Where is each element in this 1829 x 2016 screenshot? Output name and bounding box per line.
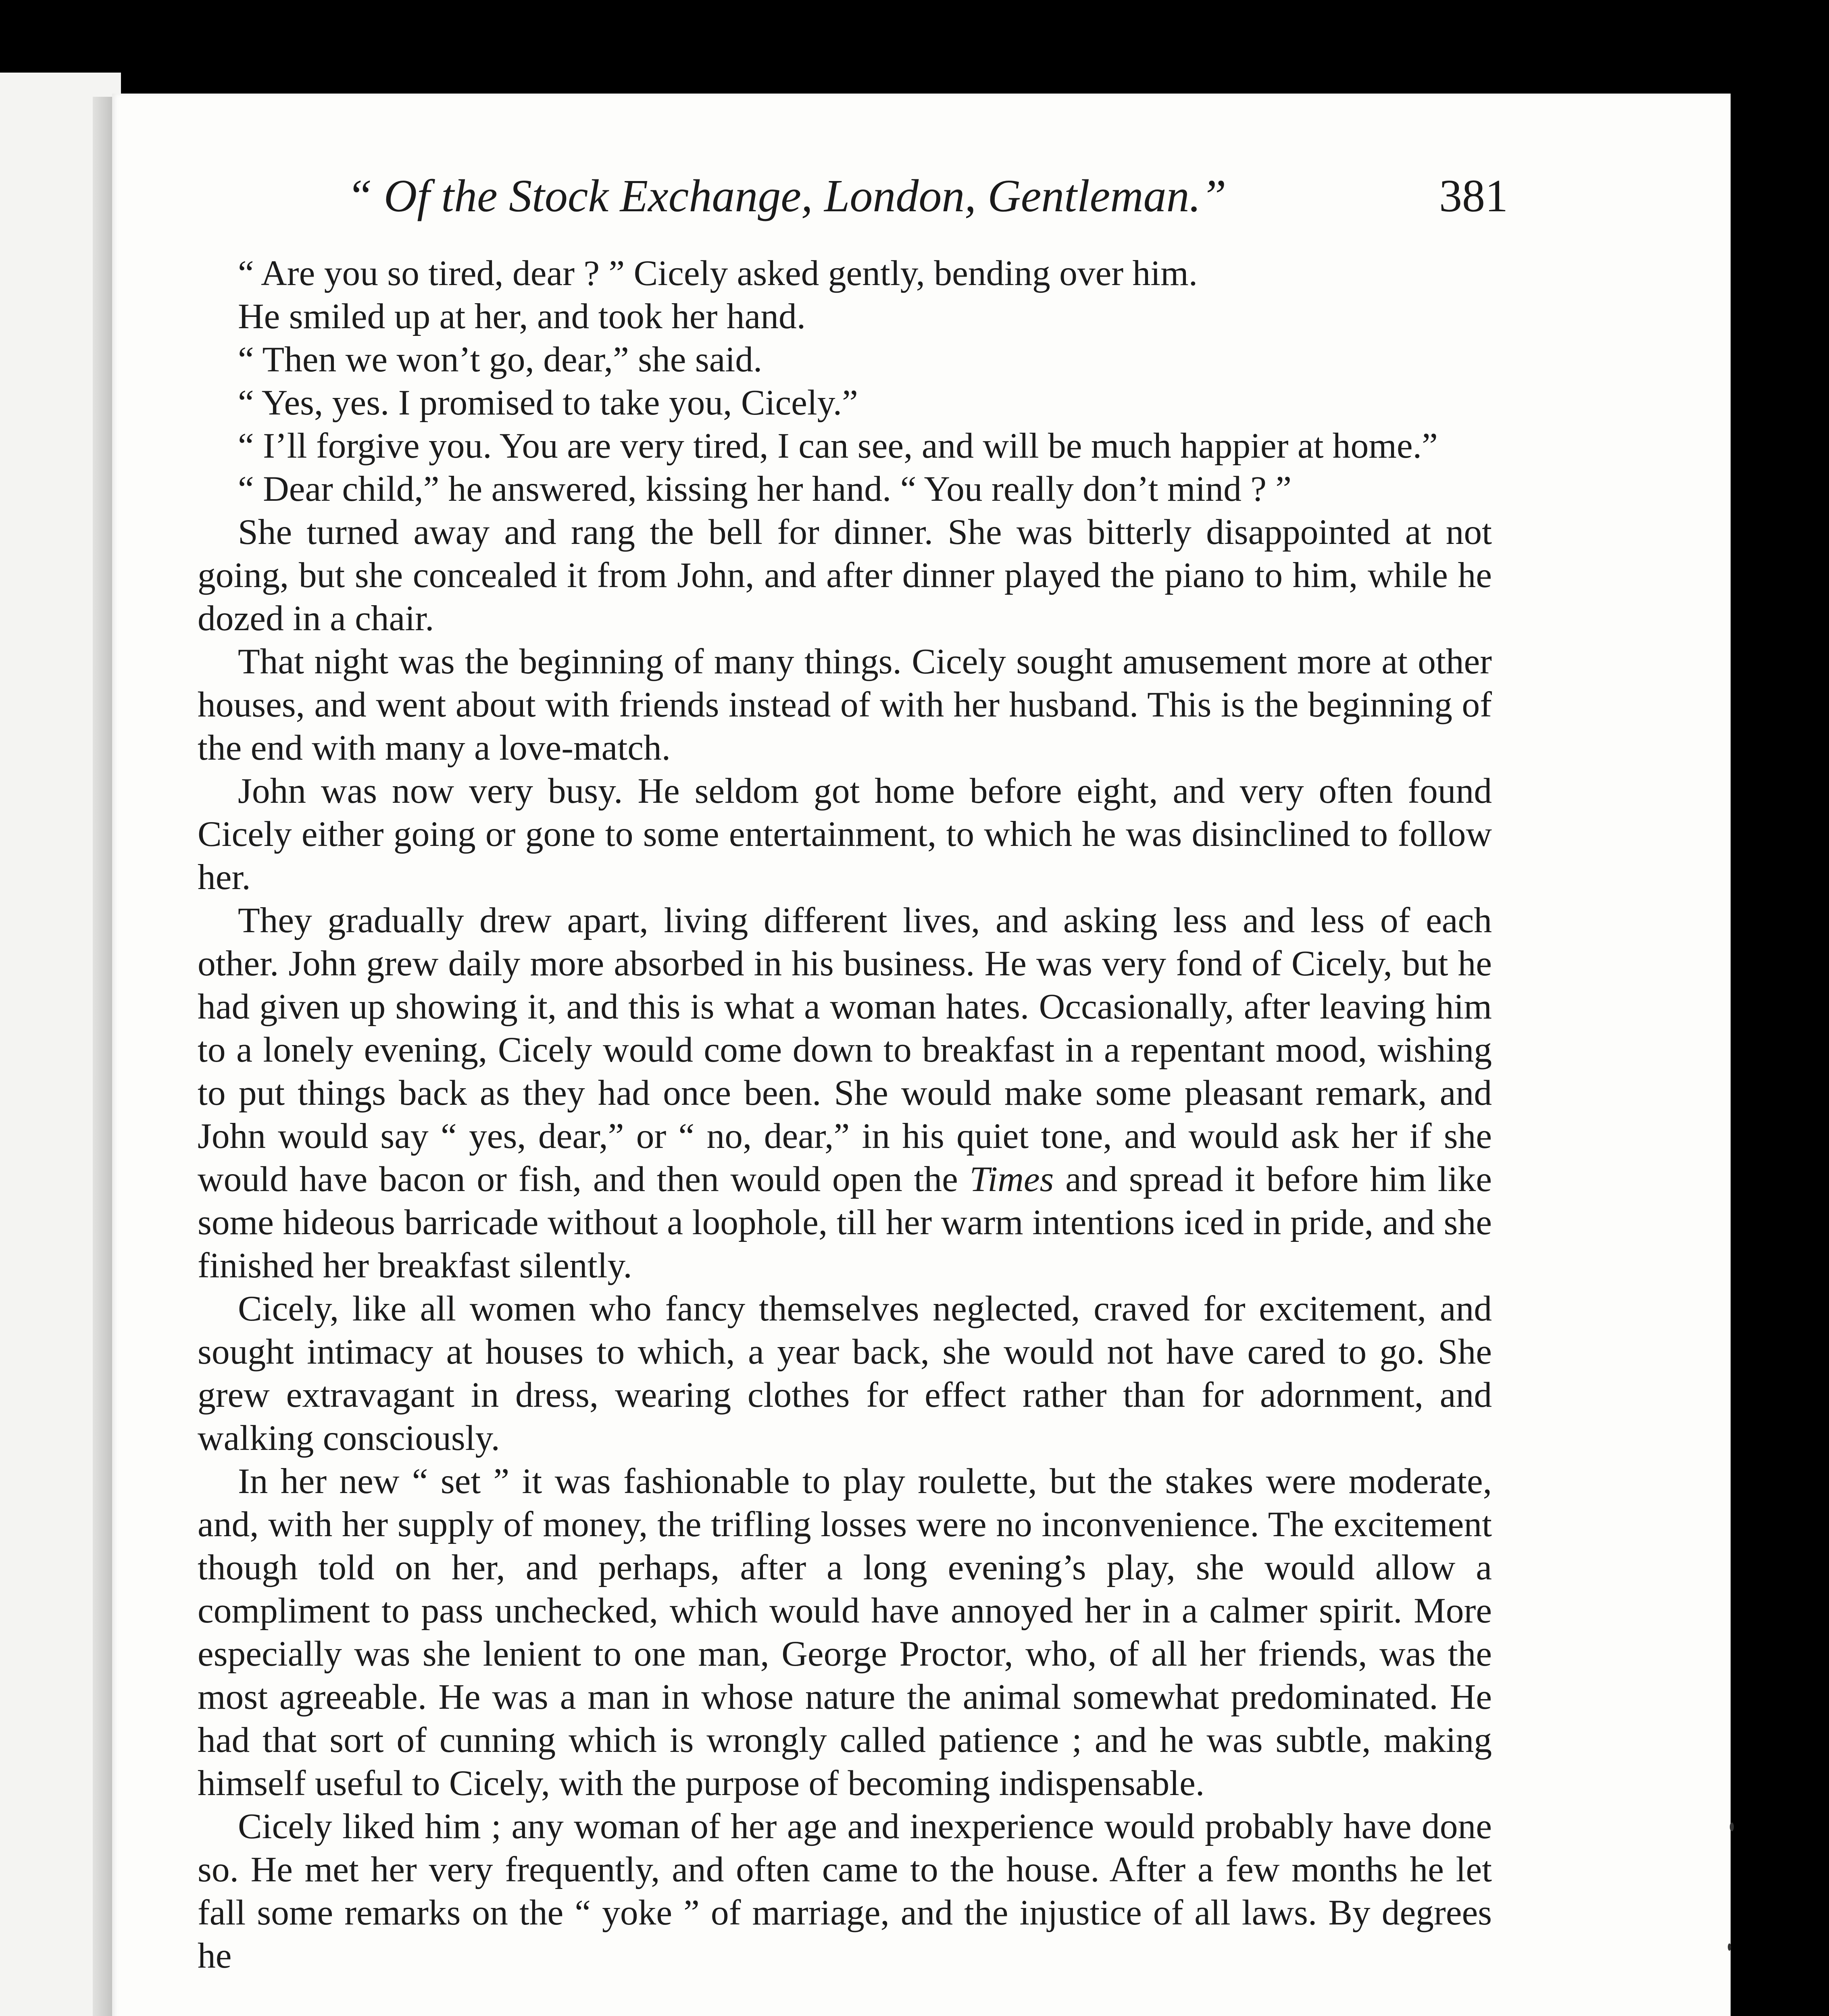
paragraph: She turned away and rang the bell for dinner. She was bitterly disappointed at not going, but she concealed it from John, and after dinner played the piano to him, while he dozed in a chair. [198, 512, 1492, 638]
paragraph: Cicely liked him ; any woman of her age and inexperience would probably have done so. He met her very frequently, and often came to the house. After a few months he let fall some remarks on the “ yoke ” of marriage, and the injustice of all laws. By degrees he [198, 1806, 1492, 1976]
paragraph: John was now very busy. He seldom got home before eight, and very often found Cicely either going or gone to some entertainment, to which he was disinclined to follow her. [198, 771, 1492, 897]
paragraph: That night was the beginning of many things. Cicely sought amusement more at other houses, and went about with friends instead of with her husband. This is the beginning of the end with many a love-match. [198, 641, 1492, 768]
paragraph: He smiled up at her, and took her hand. [238, 296, 806, 336]
paragraph-text: and spread it before him like some hideous barricade without a loophole, till her warm intentions iced in pride, and she finished her breakfast silently. [198, 1159, 1492, 1285]
paper-speck [1730, 1822, 1734, 1831]
paragraph-text: They gradually drew apart, living different lives, and asking less and less of each other. John grew daily more absorbed in his business. He was very fond of Cicely, but he had given up showing it, and this is what a woman hates. Occasionally, after leaving him to a lonely evening, Cicely would come down to breakfast in a repentant mood, wishing to put things back as they had once been. She would make some pleasant remark, and John would say “ yes, dear,” or “ no, dear,” in his quiet tone, and would ask her if she would have bacon or fish, and then would open the [198, 900, 1492, 1199]
paper-speck [1728, 1943, 1731, 1951]
paragraph: “ I’ll forgive you. You are very tired, I can see, and will be much happier at home.” [238, 426, 1438, 466]
running-head: “ Of the Stock Exchange, London, Gentleman.” [347, 170, 1227, 221]
paragraph: “ Are you so tired, dear ? ” Cicely asked gently, bending over him. [238, 253, 1198, 293]
paragraph: “ Yes, yes. I promised to take you, Cicely.” [238, 383, 858, 423]
paragraph [198, 899, 1492, 1287]
body-text [198, 252, 1492, 1977]
newspaper-title: Times [969, 1159, 1054, 1199]
paragraph: “ Then we won’t go, dear,” she said. [238, 339, 762, 379]
paragraph: “ Dear child,” he answered, kissing her hand. “ You really don’t mind ? ” [238, 469, 1292, 509]
page-header [347, 169, 1508, 246]
paragraph: In her new “ set ” it was fashionable to play roulette, but the stakes were moderate, and, with her supply of money, the trifling losses were no inconvenience. The excitement though told on her, and perhaps, after a long evening’s play, she would allow a compliment to pass unchecked, which would have annoyed her in a calmer spirit. More especially was she lenient to one man, George Proctor, who, of all her friends, was the most agreeable. He was a man in whose nature the animal somewhat predominated. He had that sort of cunning which is wrongly called patience ; and he was subtle, making himself useful to Cicely, with the purpose of becoming indispensable. [198, 1461, 1492, 1803]
page-number: 381 [1439, 170, 1508, 221]
paragraph: Cicely, like all women who fancy themselves neglected, craved for excitement, and sought intimacy at houses to which, a year back, she would not have cared to go. She grew extravagant in dress, wearing clothes for effect rather than for adornment, and walking consciously. [198, 1289, 1492, 1458]
